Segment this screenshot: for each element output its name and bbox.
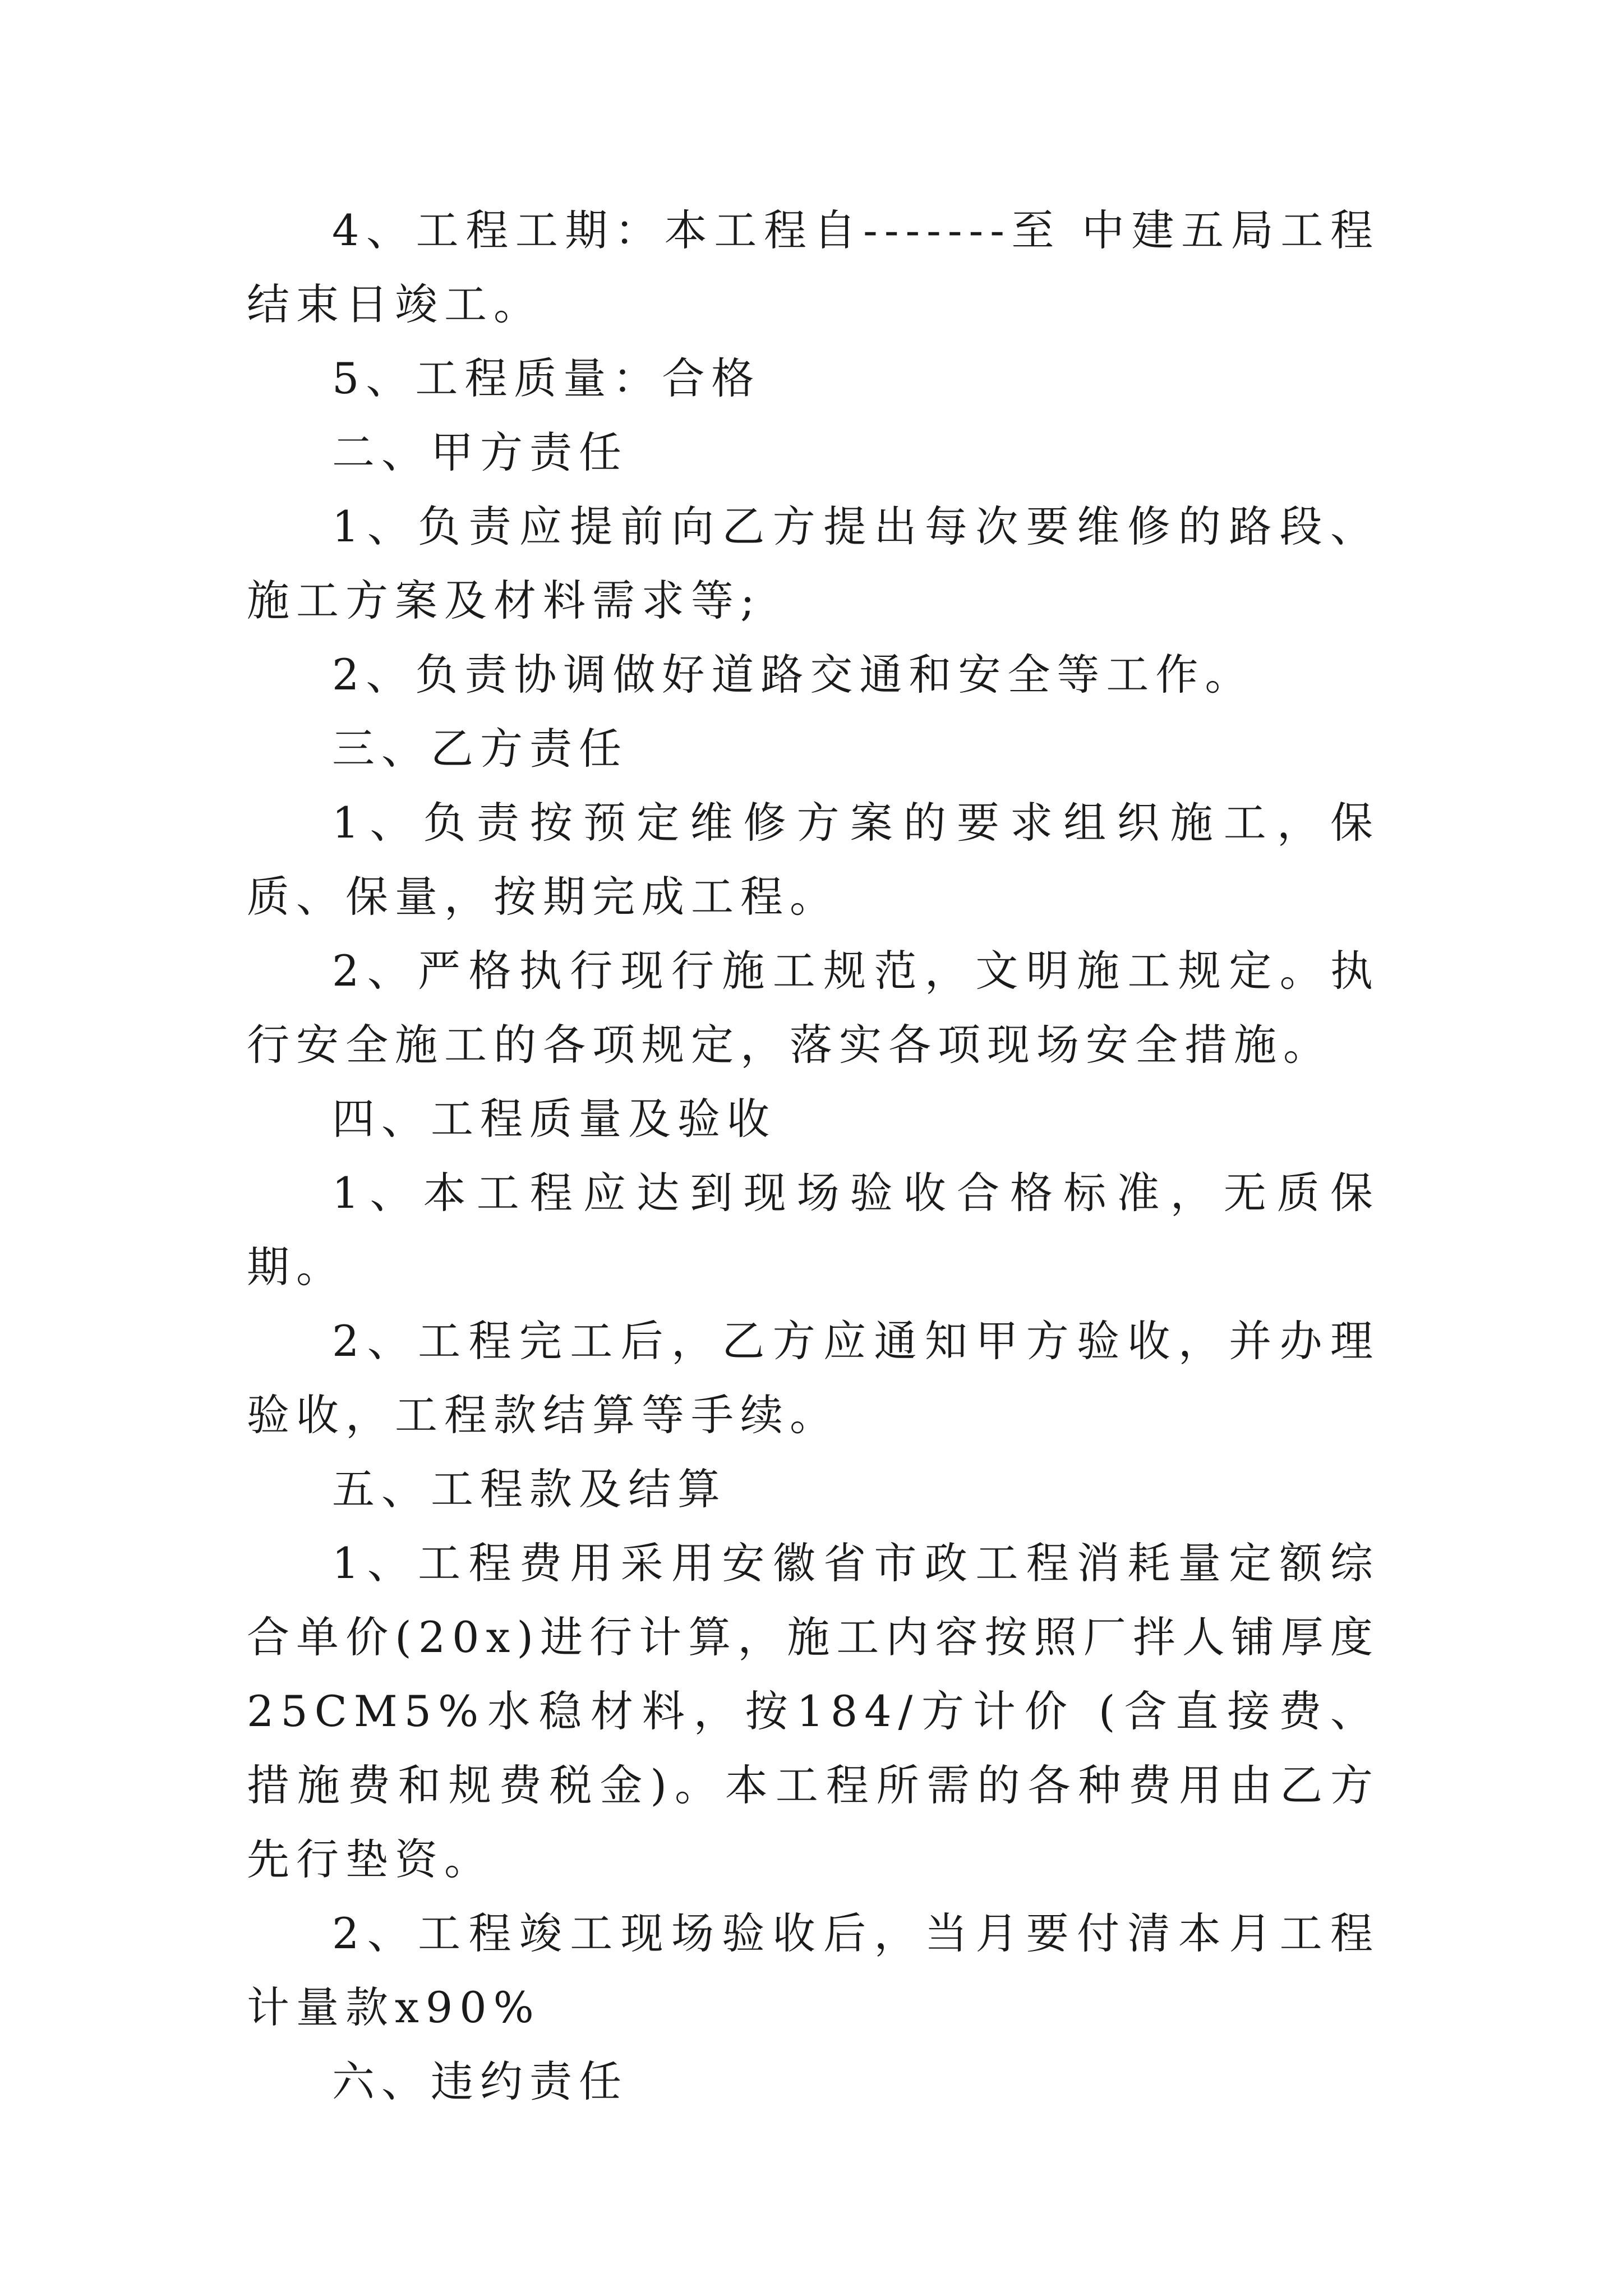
document-body [247, 194, 1380, 2119]
heading-payment-settlement: 五、工程款及结算 [332, 1464, 727, 1514]
paragraph-party-b-item-2: 2、严格执行现行施工规范，文明施工规定。执行安全施工的各项规定，落实各项现场安全措施。 [247, 946, 1380, 1070]
paragraph-payment-item-2: 2、工程竣工现场验收后，当月要付清本月工程计量款x90% [247, 1908, 1380, 2032]
paragraph-acceptance-item-2: 2、工程完工后，乙方应通知甲方验收，并办理验收，工程款结算等手续。 [247, 1316, 1380, 1440]
paragraph-party-b-item-1: 1、负责按预定维修方案的要求组织施工，保质、保量，按期完成工程。 [247, 798, 1380, 922]
paragraph-party-a-item-2: 2、负责协调做好道路交通和安全等工作。 [332, 650, 1255, 700]
paragraph-party-a-item-1: 1、负责应提前向乙方提出每次要维修的路段、施工方案及材料需求等; [247, 501, 1380, 625]
heading-party-b-duties: 三、乙方责任 [332, 724, 628, 774]
paragraph-quality: 5、工程质量：合格 [332, 353, 761, 403]
heading-quality-acceptance: 四、工程质量及验收 [332, 1094, 776, 1144]
paragraph-acceptance-item-1: 1、本工程应达到现场验收合格标准，无质保期。 [247, 1168, 1380, 1292]
heading-party-a-duties: 二、甲方责任 [332, 427, 628, 477]
paragraph-construction-period: 4、工程工期：本工程自-------至 中建五局工程结束日竣工。 [247, 205, 1380, 329]
heading-breach-liability: 六、违约责任 [332, 2056, 628, 2106]
paragraph-payment-item-1: 1、工程费用采用安徽省市政工程消耗量定额综合单价(20x)进行计算，施工内容按照厂拌人铺厚度25CM5%水稳材料，按184/方计价 (含直接费、措施费和规费税金)。本工程所需的各种费用由乙方先行垫资。 [247, 1538, 1380, 1884]
